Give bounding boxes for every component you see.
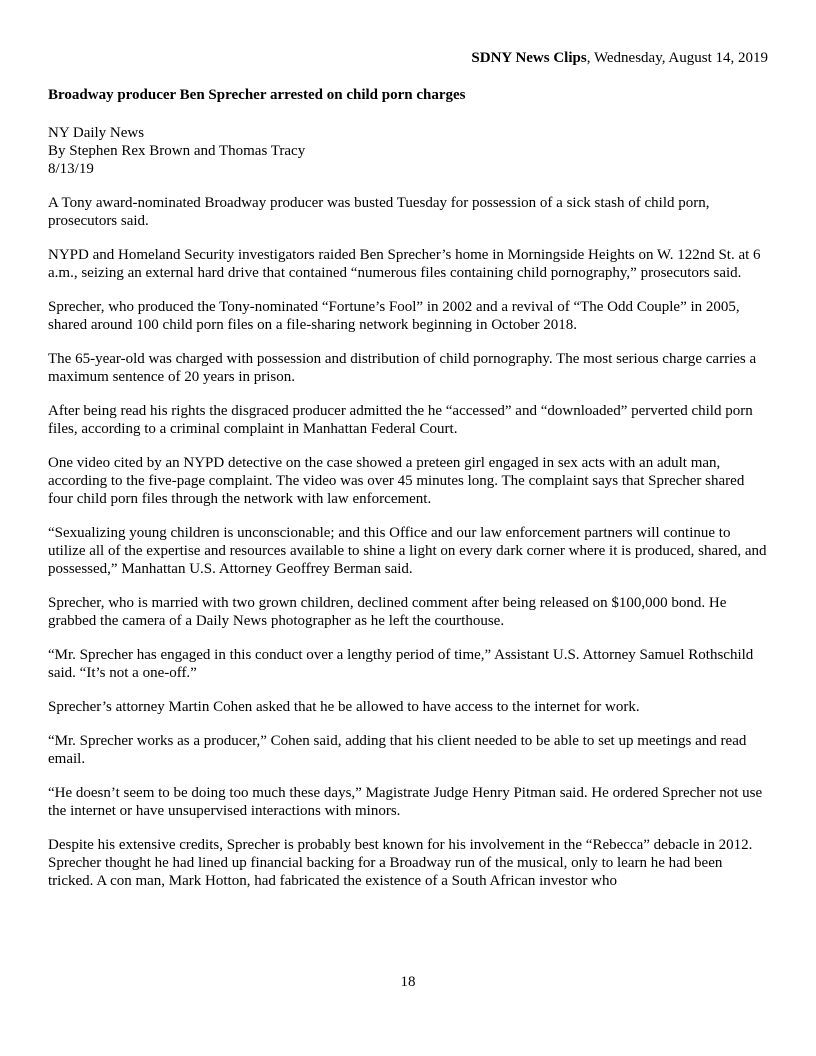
article-paragraph: After being read his rights the disgraced producer admitted the he “accessed” and “downloaded” perverted child porn files, according to a criminal complaint in Manhattan Federal Court.: [48, 403, 753, 437]
article-paragraph: “He doesn’t seem to be doing too much these days,” Magistrate Judge Henry Pitman said. He ordered Sprecher not use the internet or have unsupervised interactions with minors.: [48, 785, 763, 819]
article-paragraph: NYPD and Homeland Security investigators raided Ben Sprecher’s home in Morningside Heights on W. 122nd St. at 6 a.m., seizing an external hard drive that contained “numerous files containing child pornography,” prosecutors said.: [48, 247, 761, 281]
article: [48, 86, 770, 906]
article-meta: [48, 124, 770, 178]
article-paragraph: Sprecher, who produced the Tony-nominated “Fortune’s Fool” in 2002 and a revival of “The Odd Couple” in 2005, shared around 100 child porn files on a file-sharing network beginning in October 2018.: [48, 299, 740, 333]
running-header: [471, 49, 768, 67]
page-number: 18: [400, 974, 416, 990]
article-paragraph: A Tony award-nominated Broadway producer was busted Tuesday for possession of a sick stash of child porn, prosecutors said.: [48, 195, 710, 229]
article-paragraph: One video cited by an NYPD detective on the case showed a preteen girl engaged in sex acts with an adult man, according to the five-page complaint. The video was over 45 minutes long. The complaint says that Sprecher shared four child porn files through the network with law enforcement.: [48, 455, 745, 507]
article-paragraph: “Mr. Sprecher has engaged in this conduct over a lengthy period of time,” Assistant U.S. Attorney Samuel Rothschild said. “It’s not a one-off.”: [48, 647, 754, 681]
article-paragraph: Sprecher, who is married with two grown children, declined comment after being released on $100,000 bond. He grabbed the camera of a Daily News photographer as he left the courthouse.: [48, 595, 727, 629]
article-paragraph: “Sexualizing young children is unconscionable; and this Office and our law enforcement partners will continue to utilize all of the expertise and resources available to shine a light on every dark corner where it is produced, shared, and possessed,” Manhattan U.S. Attorney Geoffrey Berman said.: [48, 525, 767, 577]
article-byline: By Stephen Rex Brown and Thomas Tracy: [48, 143, 306, 159]
publication-name: SDNY News Clips: [471, 50, 587, 66]
article-headline: Broadway producer Ben Sprecher arrested on child porn charges: [48, 87, 466, 103]
article-paragraph: Despite his extensive credits, Sprecher is probably best known for his involvement in the “Rebecca” debacle in 2012. Sprecher thought he had lined up financial backing for a Broadway run of the musical, only to learn he had been tricked. A con man, Mark Hotton, had fabricated the existence of a South African investor who: [48, 837, 753, 889]
header-separator: ,: [586, 50, 594, 66]
header-date: Wednesday, August 14, 2019: [593, 50, 768, 66]
article-paragraph: “Mr. Sprecher works as a producer,” Cohen said, adding that his client needed to be able to set up meetings and read email.: [48, 733, 747, 767]
article-source: NY Daily News: [48, 125, 145, 141]
article-paragraph: Sprecher’s attorney Martin Cohen asked that he be allowed to have access to the internet for work.: [48, 699, 640, 715]
article-paragraph: The 65-year-old was charged with possession and distribution of child pornography. The most serious charge carries a maximum sentence of 20 years in prison.: [48, 351, 757, 385]
article-date: 8/13/19: [48, 161, 94, 177]
